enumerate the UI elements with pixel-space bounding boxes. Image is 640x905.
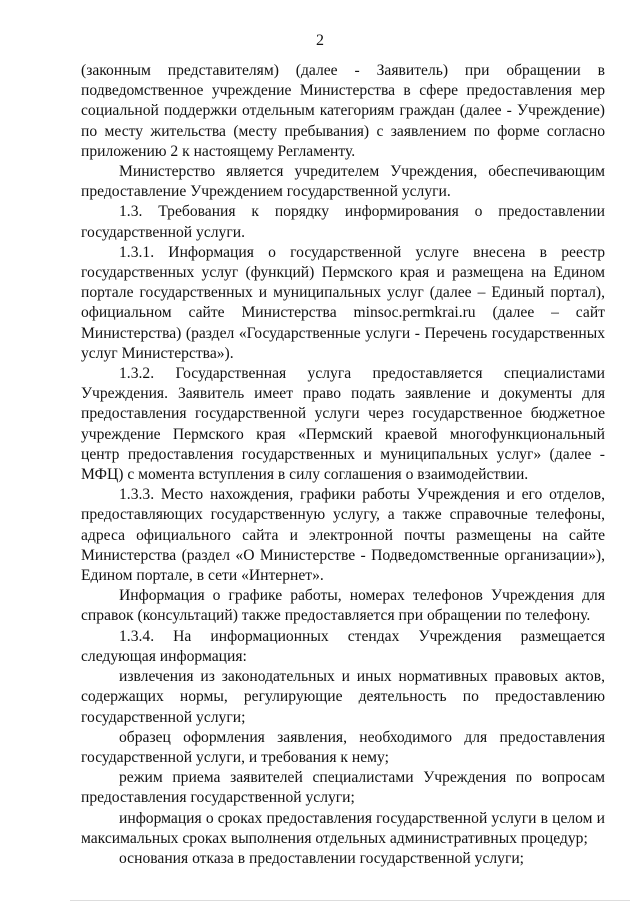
paragraph-1-3: 1.3. Требования к порядку информирования о предоставлении государственной услуги. — [81, 203, 605, 241]
paragraph-1-3-4: 1.3.4. На информационных стендах Учреждения размещается следующая информация: — [81, 627, 605, 665]
paragraph-applicant: (законным представителям) (далее - Заявитель) при обращении в подведомственное учреждение Министерства в сфере предоставления мер социальной поддержки отдельным категориям граждан (далее - Учреждение) по месту жительства (месту пребывания) с заявлением по форме согласно приложению 2 к настоящему Регламенту. — [81, 62, 605, 160]
list-item-extracts: извлечения из законодательных и иных нормативных правовых актов, содержащих нормы, регулирующие деятельность по предоставлению государственной услуги; — [81, 668, 605, 726]
list-item-schedule: режим приема заявителей специалистами Учреждения по вопросам предоставления государственной услуги; — [81, 769, 605, 807]
paragraph-phone-info: Информация о графике работы, номерах телефонов Учреждения для справок (консультаций) также предоставляется при обращении по телефону. — [81, 587, 605, 625]
paragraph-1-3-3: 1.3.3. Место нахождения, графики работы Учреждения и его отделов, предоставляющих государственную услугу, а также справочные телефоны, адреса официального сайта и электронной почты размещены на сайте Министерства (раздел «О Министерстве - Подведомственные организации»), Едином портале, в сети «Интернет». — [81, 486, 605, 585]
list-item-sample: образец оформления заявления, необходимого для предоставления государственной услуги, и требования к нему; — [81, 728, 605, 766]
paragraph-1-3-1: 1.3.1. Информация о государственной услуге внесена в реестр государственных услуг (функций) Пермского края и размещена на Едином портале государственных и муниципальных услуг (далее – Единый портал), официальном сайте Министерства minsoc.permkrai.ru (далее – сайт Министерства) (раздел «Государственные услуги - Перечень государственных услуг Министерства»). — [81, 243, 605, 362]
paragraph-1-3-2: 1.3.2. Государственная услуга предоставляется специалистами Учреждения. Заявитель имеет право подать заявление и документы для предоставления государственной услуги через государственное бюджетное учреждение Пермского края «Пермский краевой многофункциональный центр предоставления государственных и муниципальных услуг» (далее - МФЦ) с момента вступления в силу соглашения о взаимодействии. — [81, 365, 605, 484]
list-item-refusal: основания отказа в предоставлении государственной услуги; — [119, 849, 525, 867]
list-item-terms: информация о сроках предоставления государственной услуги в целом и максимальных сроках выполнения отдельных административных процедур; — [81, 809, 605, 847]
document-body — [81, 61, 605, 869]
paragraph-founder: Министерство является учредителем Учреждения, обеспечивающим предоставление Учреждением государственной услуги. — [81, 163, 605, 201]
scan-edge-divider — [70, 900, 630, 901]
page-number: 2 — [316, 32, 324, 49]
